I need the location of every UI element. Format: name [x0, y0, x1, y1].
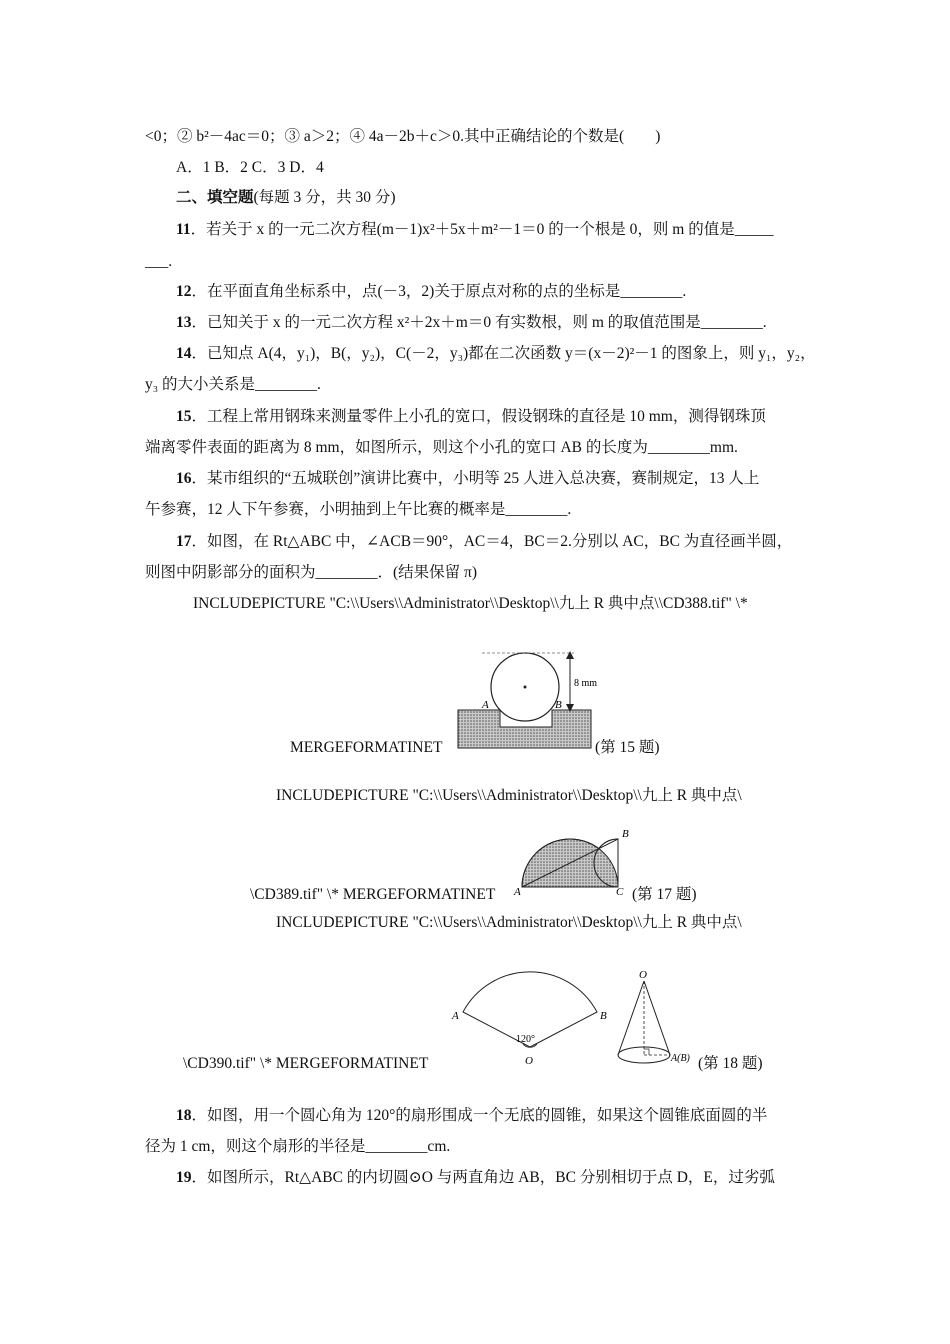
q10-stem-tail: <0；② b²－4ac＝0；③ a＞2；④ 4a－2b＋c＞0.其中正确结论的个数是( ) [145, 128, 661, 145]
label-a: A [514, 886, 521, 895]
q14-line2: y₃ 的大小关系是________. [145, 376, 321, 393]
q17 [176, 532, 792, 552]
field-code-merge-17: \CD389.tif" \* MERGEFORMATINET [250, 886, 496, 903]
q12-number: 12 [176, 283, 192, 300]
q18-number: 18 [176, 1107, 192, 1124]
q13-number: 13 [176, 314, 192, 331]
field-code-389: INCLUDEPICTURE "C:\\Users\\Administrator\\Desktop\\九上 R 典中点\ [276, 787, 742, 804]
label-o-cone: O [639, 969, 647, 981]
q15-line1: ．工程上常用钢珠来测量零件上小孔的宽口，假设钢珠的直径是 10 mm，测得钢珠顶 [191, 408, 766, 425]
section-title: 二、填空题 [176, 189, 254, 206]
ball-center [524, 686, 527, 689]
q10-options: A．1 B．2 C．3 D．4 [176, 159, 324, 176]
label-b: B [622, 828, 629, 840]
q11 [176, 220, 773, 240]
q11-number: 11 [176, 221, 191, 238]
figure-17 [510, 825, 635, 895]
figure-15 [452, 645, 597, 757]
label-c: C [616, 886, 624, 895]
q14-number: 14 [176, 345, 192, 362]
q19 [176, 1168, 775, 1188]
q18 [176, 1106, 767, 1126]
figure-18-cone [612, 965, 702, 1070]
q17-line1: ．如图，在 Rt△ABC 中，∠ACB＝90°，AC＝4，BC＝2.分别以 AC，BC 为直径画半圆， [191, 533, 793, 550]
label-a: A [482, 699, 489, 711]
q16-line2: 午参赛，12 人下午参赛，小明抽到上午比赛的概率是________. [145, 501, 572, 518]
q17-number: 17 [176, 533, 192, 550]
depth-arrow-head-top [566, 651, 574, 659]
q11-line1: ．若关于 x 的一元二次方程(m－1)x²＋5x＋m²－1＝0 的一个根是 0，则 m 的值是_____ [190, 221, 774, 238]
field-code-merge-18: \CD390.tif" \* MERGEFORMATINET [183, 1055, 429, 1072]
q19-number: 19 [176, 1169, 192, 1186]
label-b: B [555, 699, 562, 711]
label-o: O [525, 1055, 533, 1067]
q18-line1: ．如图，用一个圆心角为 120°的扇形围成一个无底的圆锥，如果这个圆锥底面圆的半 [191, 1107, 768, 1124]
figure-18-sector [446, 965, 616, 1070]
q16 [176, 469, 759, 489]
section-note: (每题 3 分，共 30 分) [253, 189, 396, 206]
field-code-merge-15: MERGEFORMATINET [290, 739, 443, 756]
q12 [176, 282, 686, 302]
q15 [176, 407, 766, 427]
field-code-390: INCLUDEPICTURE "C:\\Users\\Administrator\\Desktop\\九上 R 典中点\ [276, 914, 742, 931]
q13-text: ．已知关于 x 的一元二次方程 x²＋2x＋m＝0 有实数根，则 m 的取值范围是________. [191, 314, 767, 331]
label-ab-cone: A(B) [671, 1053, 690, 1064]
q15-number: 15 [176, 408, 192, 425]
label-a: A [452, 1010, 459, 1022]
label-b: B [600, 1010, 607, 1022]
q17-line2: 则图中阴影部分的面积为________．(结果保留 π) [145, 564, 478, 581]
q16-line1: ．某市组织的“五城联创”演讲比赛中，小明等 25 人进入总决赛，赛制规定，13 人上 [191, 470, 760, 487]
q14-line1: ．已知点 A(4，y₁)，B(，y₂)，C(－2，y₃)都在二次函数 y＝(x－2)²－1 的图象上，则 y₁，y₂， [191, 345, 816, 362]
q14 [176, 344, 816, 364]
q15-line2: 端离零件表面的距离为 8 mm，如图所示，则这个小孔的宽口 AB 的长度为________mm. [145, 439, 738, 456]
q13 [176, 313, 767, 333]
q12-text: ．在平面直角坐标系中，点(－3，2)关于原点对称的点的坐标是________. [191, 283, 687, 300]
section-heading [176, 188, 396, 208]
q19-line1: ．如图所示，Rt△ABC 的内切圆⊙O 与两直角边 AB，BC 分别相切于点 D，E，过劣弧 [191, 1169, 775, 1186]
caption-fig-15: (第 15 题) [595, 739, 660, 756]
field-code-388: INCLUDEPICTURE "C:\\Users\\Administrator\\Desktop\\九上 R 典中点\\CD388.tif" \* [193, 595, 748, 612]
label-depth: 8 mm [574, 678, 597, 689]
caption-fig-17: (第 17 题) [632, 886, 697, 903]
q11-line2: ___. [145, 253, 173, 270]
caption-fig-18: (第 18 题) [698, 1055, 763, 1072]
q18-line2: 径为 1 cm，则这个扇形的半径是________cm. [145, 1138, 451, 1155]
q16-number: 16 [176, 470, 192, 487]
label-angle: 120° [516, 1034, 535, 1045]
